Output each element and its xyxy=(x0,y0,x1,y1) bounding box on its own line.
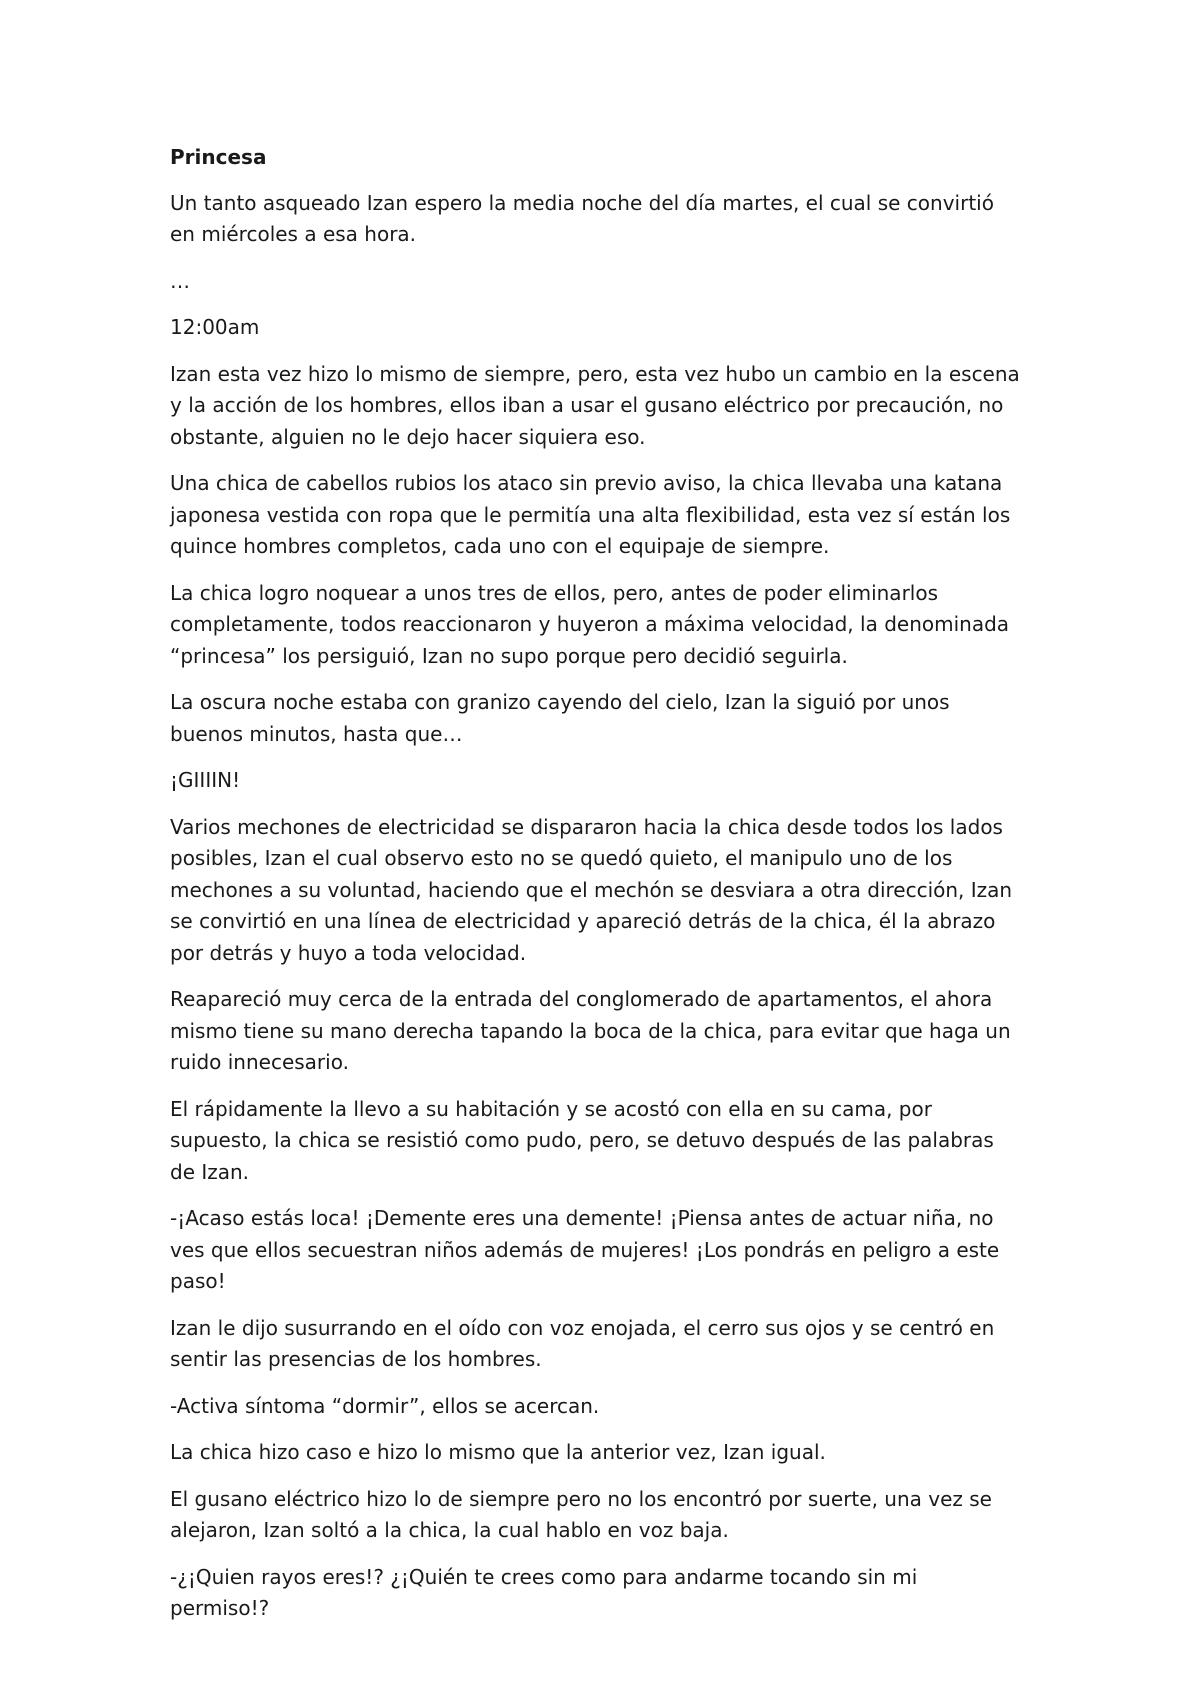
paragraph-16: El gusano eléctrico hizo lo de siempre pero no los encontró por suerte, una vez se alejaron, Izan soltó a la chica, la cual hablo en voz baja. xyxy=(170,1486,992,1542)
paragraph-10: Reapareció muy cerca de la entrada del conglomerado de apartamentos, el ahora mismo tiene su mano derecha tapando la boca de la chica, para evitar que haga un ruido innecesario. xyxy=(170,987,1011,1074)
paragraph-dialogue-3: -¿¡Quien rayos eres!? ¿¡Quién te crees como para andarme tocando sin mi permiso!? xyxy=(170,1564,918,1620)
paragraph-13: Izan le dijo susurrando en el oído con voz enojada, el cerro sus ojos y se centró en sentir las presencias de los hombres. xyxy=(170,1315,995,1371)
paragraph-dialogue-2: -Activa síntoma “dormir”, ellos se acercan. xyxy=(170,1393,600,1418)
paragraph-5: Una chica de cabellos rubios los ataco sin previo aviso, la chica llevaba una katana japonesa vestida con ropa que le permitía una alta flexibilidad, esta vez sí están los quince hombres completos, cada uno con el equipaje de siempre. xyxy=(170,471,1011,558)
paragraph-sound: ¡GIIIIN! xyxy=(170,768,241,792)
paragraph-1: Un tanto asqueado Izan espero la media noche del día martes, el cual se convirtió en miércoles a esa hora. xyxy=(170,190,994,246)
document-title: Princesa xyxy=(170,145,267,169)
paragraph-ellipsis: … xyxy=(170,268,190,293)
paragraph-7: La oscura noche estaba con granizo cayendo del cielo, Izan la siguió por unos buenos minutos, hasta que… xyxy=(170,690,950,746)
paragraph-11: El rápidamente la llevo a su habitación y se acostó con ella en su cama, por supuesto, la chica se resistió como pudo, pero, se detuvo después de las palabras de Izan. xyxy=(170,1096,994,1184)
paragraph-15: La chica hizo caso e hizo lo mismo que la anterior vez, Izan igual. xyxy=(170,1440,826,1464)
paragraph-9: Varios mechones de electricidad se dispararon hacia la chica desde todos los lados posibles, Izan el cual observo esto no se quedó quieto, el manipulo uno de los mechones a su voluntad, haciendo que el mechón se desviara a otra dirección, Izan se convirtió en una línea de electricidad y apareció detrás de la chica, él la abrazo por detrás y huyo a toda velocidad. xyxy=(170,814,1013,965)
paragraph-6: La chica logro noquear a unos tres de ellos, pero, antes de poder eliminarlos completamente, todos reaccionaron y huyeron a máxima velocidad, la denominada “princesa” los persiguió, Izan no supo porque pero decidió seguirla. xyxy=(170,580,1010,668)
document-body xyxy=(170,142,1020,1640)
paragraph-dialogue-1: -¡Acaso estás loca! ¡Demente eres una demente! ¡Piensa antes de actuar niña, no ves que ellos secuestran niños además de mujeres! ¡Los pondrás en peligro a este paso! xyxy=(170,1206,1000,1293)
paragraph-4: Izan esta vez hizo lo mismo de siempre, pero, esta vez hubo un cambio en la escena y la acción de los hombres, ellos iban a usar el gusano eléctrico por precaución, no obstante, alguien no le dejo hacer siquiera eso. xyxy=(170,361,1020,449)
paragraph-time: 12:00am xyxy=(170,315,260,339)
